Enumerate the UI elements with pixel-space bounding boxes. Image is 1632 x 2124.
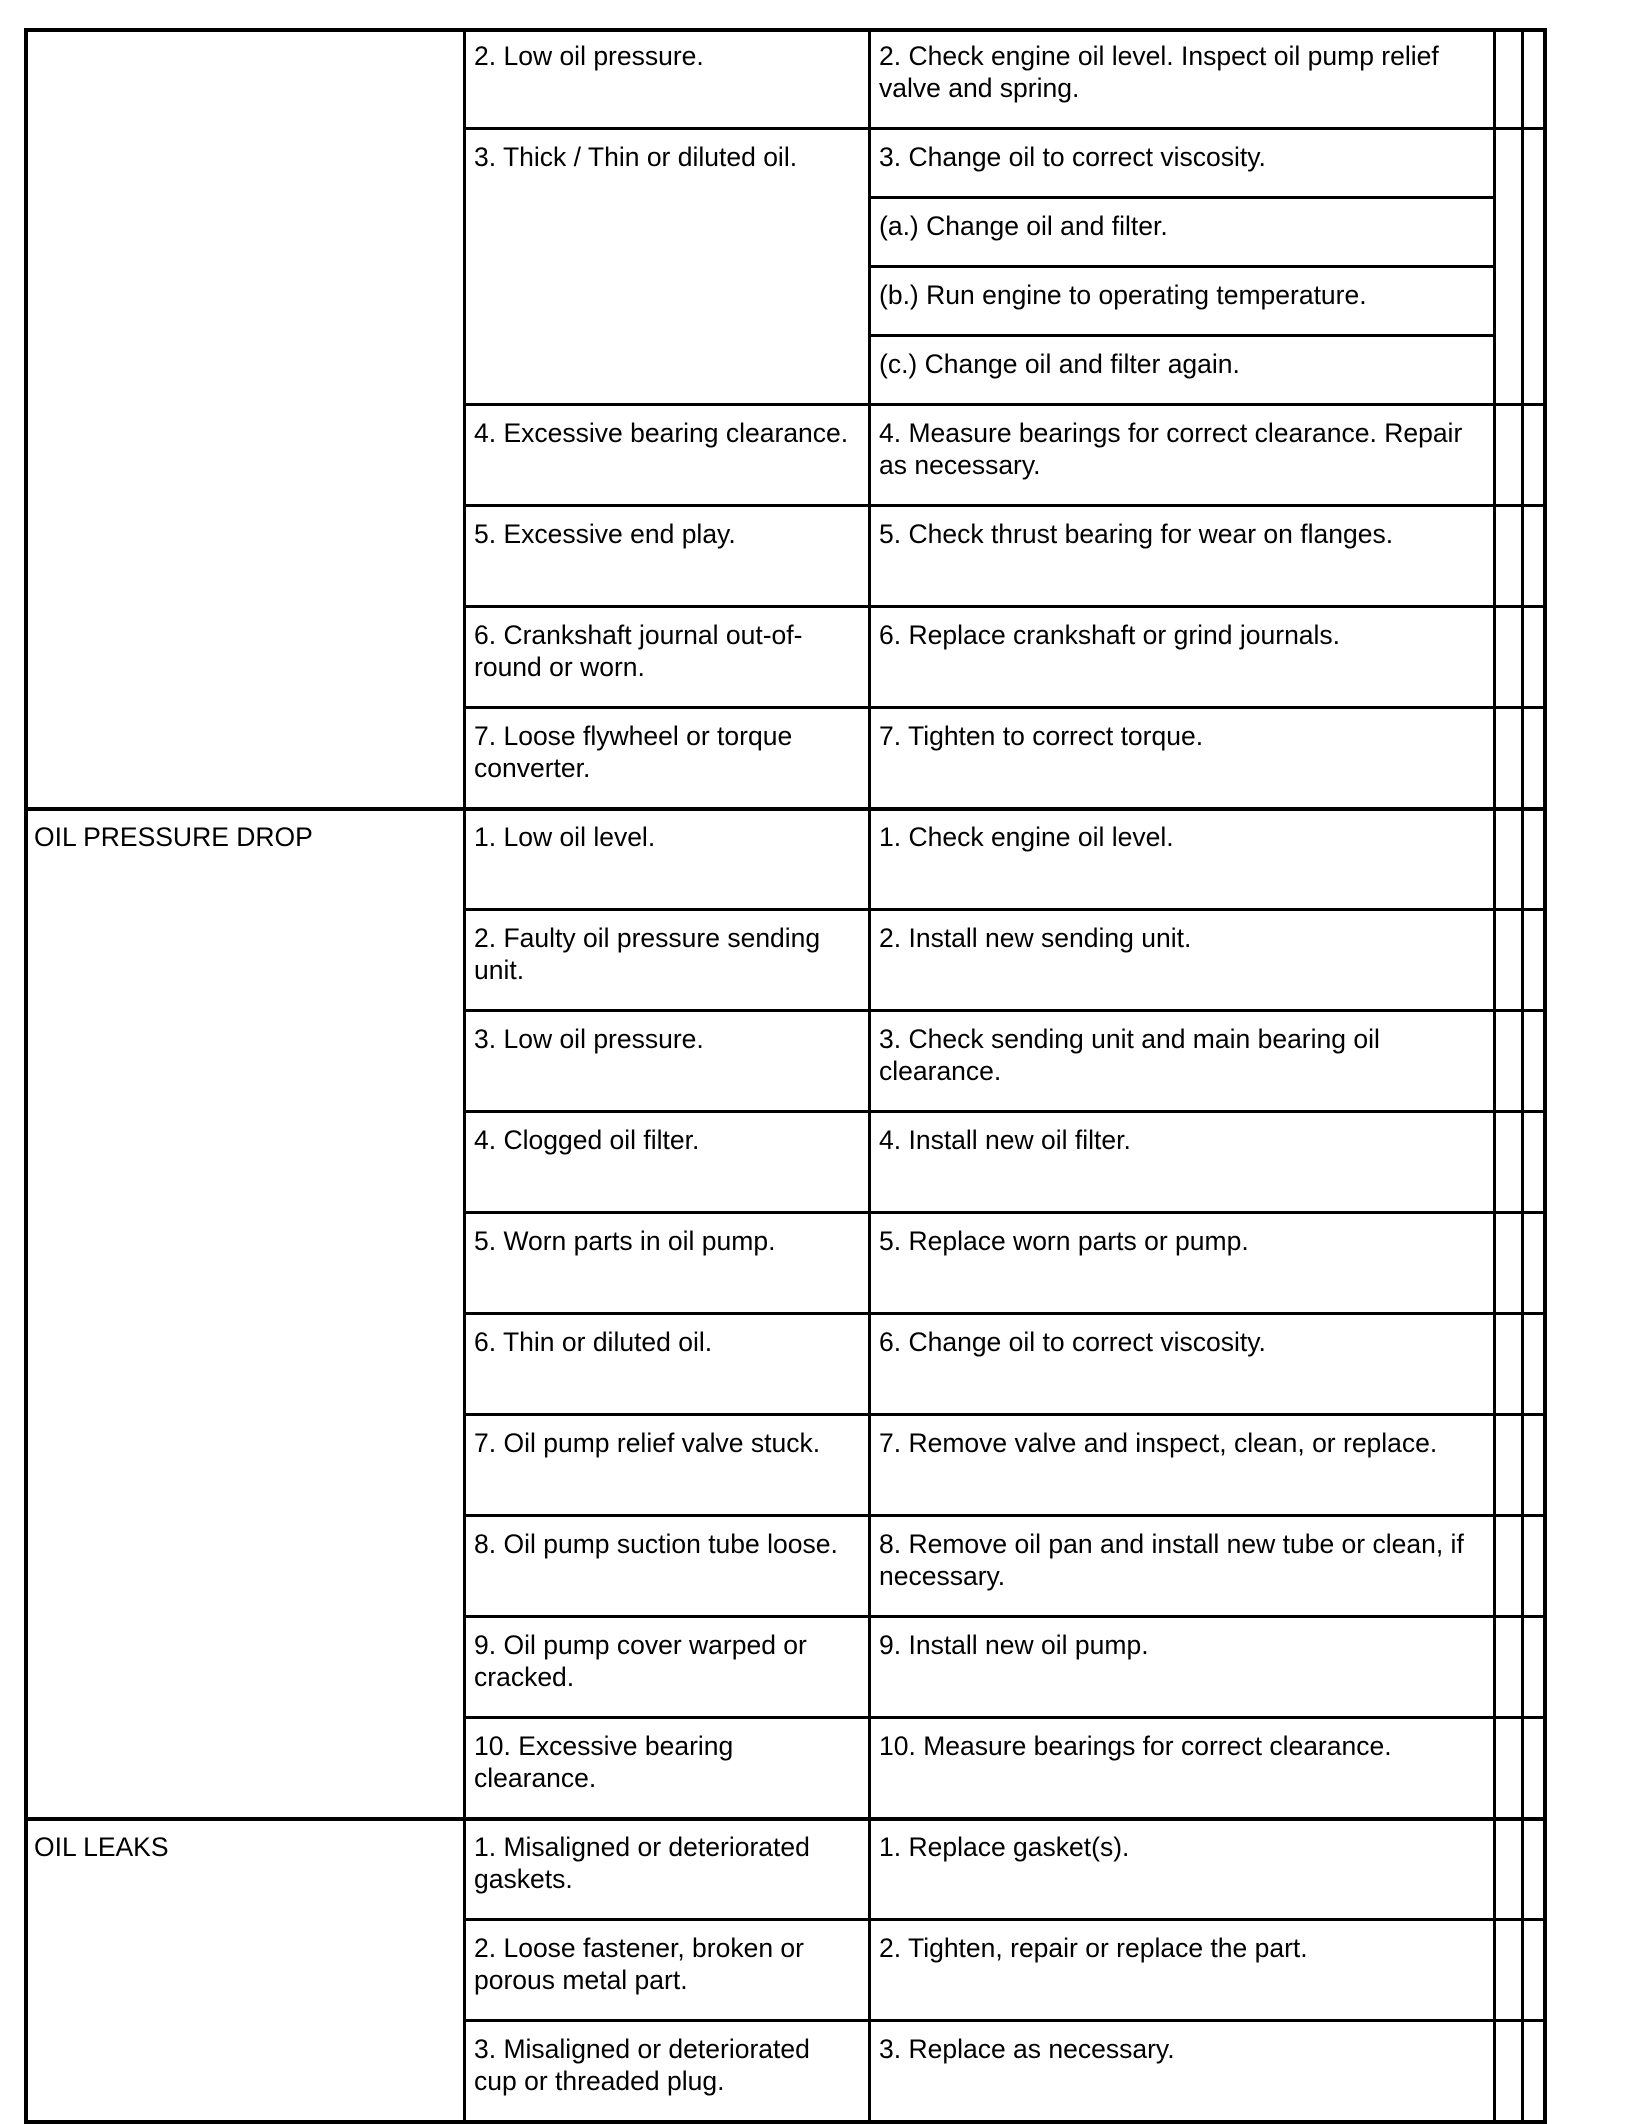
group-divider — [24, 1817, 1546, 1821]
correction-text: 4. Measure bearings for correct clearance. Repair as necessary. — [879, 418, 1470, 480]
table-right-border — [1543, 28, 1547, 2124]
correction-text: 9. Install new oil pump. — [879, 1630, 1149, 1660]
correction-text: 3. Check sending unit and main bearing oil clearance. — [879, 1024, 1388, 1086]
correction-text: 2. Tighten, repair or replace the part. — [879, 1933, 1308, 1963]
column-divider — [1493, 28, 1496, 2124]
correction-text: 7. Remove valve and inspect, clean, or replace. — [879, 1428, 1438, 1458]
table-left-border — [24, 28, 28, 2124]
cause-text: 8. Oil pump suction tube loose. — [474, 1529, 838, 1559]
row-divider — [464, 1413, 1546, 1416]
correction-text: 6. Change oil to correct viscosity. — [879, 1327, 1266, 1357]
row-divider — [464, 706, 1546, 709]
correction-text: 5. Check thrust bearing for wear on flanges. — [879, 519, 1394, 549]
cause-text: 2. Low oil pressure. — [474, 41, 704, 71]
correction-text: (b.) Run engine to operating temperature. — [879, 280, 1367, 310]
cause-text: 10. Excessive bearing clearance. — [474, 1731, 741, 1793]
row-divider — [464, 605, 1546, 608]
cause-text: 9. Oil pump cover warped or cracked. — [474, 1630, 815, 1692]
correction-text: 2. Install new sending unit. — [879, 923, 1192, 953]
row-divider — [464, 1918, 1546, 1921]
column-divider — [1521, 28, 1524, 2124]
correction-text: 7. Tighten to correct torque. — [879, 721, 1204, 751]
cause-text: 4. Excessive bearing clearance. — [474, 418, 849, 448]
row-divider — [464, 908, 1546, 911]
cause-text: 1. Misaligned or deteriorated gaskets. — [474, 1832, 818, 1894]
row-divider — [464, 1514, 1546, 1517]
cause-text: 6. Thin or diluted oil. — [474, 1327, 713, 1357]
correction-text: 6. Replace crankshaft or grind journals. — [879, 620, 1341, 650]
cause-text: 3. Misaligned or deteriorated cup or threaded plug. — [474, 2034, 818, 2096]
sub-row-divider — [869, 265, 1494, 268]
row-divider — [464, 1211, 1546, 1214]
column-divider — [463, 28, 466, 2124]
cause-text: 3. Thick / Thin or diluted oil. — [474, 142, 798, 172]
group-divider — [24, 2120, 1546, 2124]
row-divider — [464, 127, 1546, 130]
correction-text: 5. Replace worn parts or pump. — [879, 1226, 1249, 1256]
correction-text: 2. Check engine oil level. Inspect oil pump relief valve and spring. — [879, 41, 1447, 103]
cause-text: 5. Excessive end play. — [474, 519, 736, 549]
condition-text: OIL PRESSURE DROP — [34, 822, 313, 852]
condition-text: OIL LEAKS — [34, 1832, 169, 1862]
correction-text: 1. Replace gasket(s). — [879, 1832, 1130, 1862]
correction-text: 1. Check engine oil level. — [879, 822, 1174, 852]
sub-row-divider — [869, 334, 1494, 337]
row-divider — [464, 403, 1546, 406]
correction-text: (c.) Change oil and filter again. — [879, 349, 1240, 379]
cause-text: 4. Clogged oil filter. — [474, 1125, 700, 1155]
cause-text: 7. Loose flywheel or torque converter. — [474, 721, 800, 783]
correction-text: 10. Measure bearings for correct clearance. — [879, 1731, 1392, 1761]
sub-row-divider — [869, 196, 1494, 199]
cause-text: 3. Low oil pressure. — [474, 1024, 704, 1054]
group-divider — [24, 807, 1546, 811]
correction-text: 8. Remove oil pan and install new tube or clean, if necessary. — [879, 1529, 1472, 1591]
correction-text: (a.) Change oil and filter. — [879, 211, 1168, 241]
column-divider — [868, 28, 871, 2124]
correction-text: 3. Change oil to correct viscosity. — [879, 142, 1266, 172]
row-divider — [464, 2019, 1546, 2022]
cause-text: 1. Low oil level. — [474, 822, 656, 852]
troubleshooting-table — [24, 28, 1546, 2122]
row-divider — [464, 1110, 1546, 1113]
row-divider — [464, 1312, 1546, 1315]
cause-text: 6. Crankshaft journal out-of-round or worn. — [474, 620, 803, 682]
cause-text: 2. Faulty oil pressure sending unit. — [474, 923, 828, 985]
correction-text: 4. Install new oil filter. — [879, 1125, 1131, 1155]
row-divider — [464, 504, 1546, 507]
row-divider — [464, 1615, 1546, 1618]
row-divider — [464, 1716, 1546, 1719]
row-divider — [464, 1009, 1546, 1012]
cause-text: 2. Loose fastener, broken or porous metal part. — [474, 1933, 812, 1995]
cause-text: 7. Oil pump relief valve stuck. — [474, 1428, 821, 1458]
correction-text: 3. Replace as necessary. — [879, 2034, 1175, 2064]
cause-text: 5. Worn parts in oil pump. — [474, 1226, 776, 1256]
table-top-border — [24, 28, 1546, 32]
